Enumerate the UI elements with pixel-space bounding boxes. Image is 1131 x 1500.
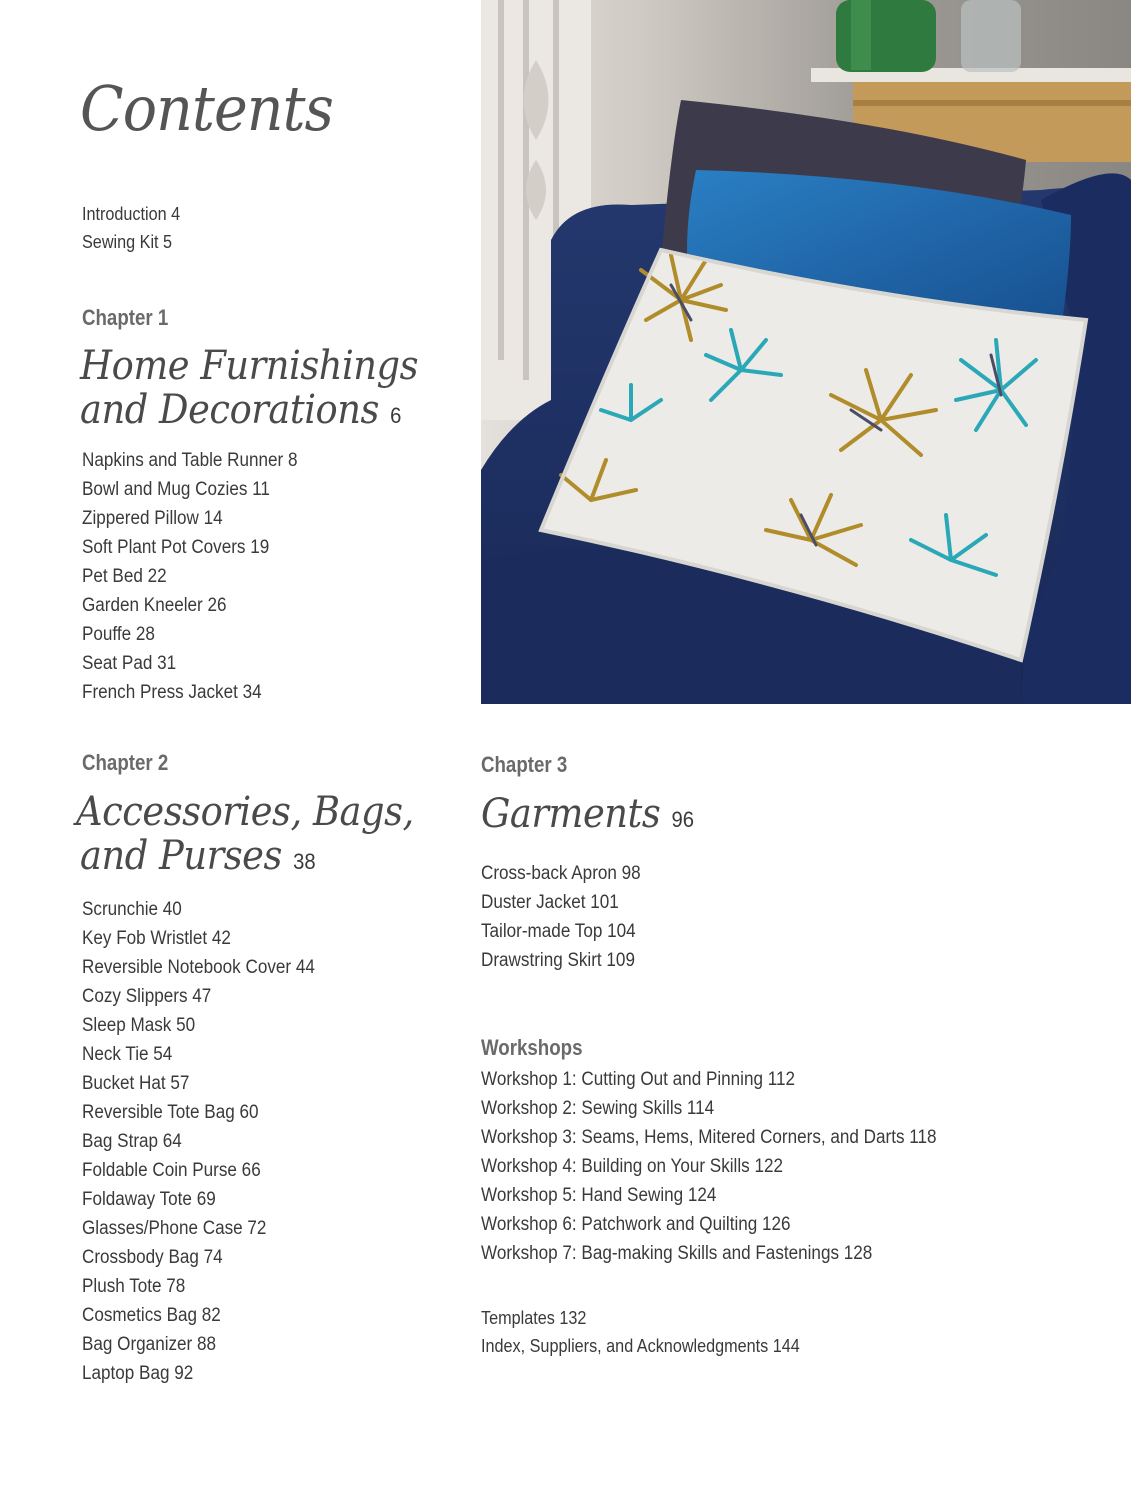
intro-list bbox=[82, 200, 191, 256]
list-item: Workshop 1: Cutting Out and Pinning 112 bbox=[481, 1069, 796, 1090]
list-item: Foldable Coin Purse 66 bbox=[82, 1160, 261, 1181]
list-item: Workshop 7: Bag-making Skills and Fastenings 128 bbox=[481, 1243, 873, 1264]
workshops-label: Workshops bbox=[481, 1035, 583, 1060]
list-item: Workshop 5: Hand Sewing 124 bbox=[481, 1185, 717, 1206]
page-title: Contents bbox=[80, 72, 333, 145]
list-item: Seat Pad 31 bbox=[82, 653, 177, 674]
list-item: Workshop 4: Building on Your Skills 122 bbox=[481, 1156, 783, 1177]
list-item: Introduction 4 bbox=[82, 204, 181, 224]
list-item: Laptop Bag 92 bbox=[82, 1363, 194, 1384]
list-item: French Press Jacket 34 bbox=[82, 682, 262, 703]
list-item: Workshop 3: Seams, Hems, Mitered Corners, and Darts 118 bbox=[481, 1127, 937, 1148]
list-item: Drawstring Skirt 109 bbox=[481, 950, 635, 971]
list-item: Reversible Notebook Cover 44 bbox=[82, 957, 315, 978]
list-item: Glasses/Phone Case 72 bbox=[82, 1218, 267, 1239]
list-item: Cross-back Apron 98 bbox=[481, 863, 641, 884]
chapter-1-label: Chapter 1 bbox=[82, 305, 169, 330]
sofa-cushions-illustration bbox=[481, 0, 1131, 704]
chapter-3-heading bbox=[481, 792, 713, 842]
chapter-1-title-text: and Decorations bbox=[80, 387, 379, 433]
chapter-3-title-text: Garments bbox=[481, 791, 661, 837]
chapter-2-label: Chapter 2 bbox=[82, 750, 169, 775]
list-item: Cozy Slippers 47 bbox=[82, 986, 212, 1007]
workshops-list bbox=[481, 1065, 987, 1268]
list-item: Crossbody Bag 74 bbox=[82, 1247, 223, 1268]
list-item: Workshop 6: Patchwork and Quilting 126 bbox=[481, 1214, 791, 1235]
list-item: Bucket Hat 57 bbox=[82, 1073, 190, 1094]
chapter-3-title-line bbox=[481, 792, 694, 842]
list-item: Tailor-made Top 104 bbox=[481, 921, 636, 942]
list-item: Zippered Pillow 14 bbox=[82, 508, 223, 529]
list-item: Cosmetics Bag 82 bbox=[82, 1305, 221, 1326]
list-item: Duster Jacket 101 bbox=[481, 892, 619, 913]
list-item: Bag Strap 64 bbox=[82, 1131, 182, 1152]
chapter-2-title-line2 bbox=[80, 834, 414, 884]
back-matter-list bbox=[481, 1304, 835, 1360]
list-item: Index, Suppliers, and Acknowledgments 144 bbox=[481, 1336, 800, 1356]
list-item: Key Fob Wristlet 42 bbox=[82, 928, 231, 949]
list-item: Reversible Tote Bag 60 bbox=[82, 1102, 259, 1123]
list-item: Plush Tote 78 bbox=[82, 1276, 186, 1297]
list-item: Scrunchie 40 bbox=[82, 899, 182, 920]
chapter-2-title-line1: Accessories, Bags, bbox=[76, 789, 414, 835]
chapter-1-heading bbox=[80, 344, 447, 438]
list-item: Napkins and Table Runner 8 bbox=[82, 450, 298, 471]
chapter-2-list bbox=[82, 895, 341, 1388]
chapter-1-page: 6 bbox=[390, 403, 402, 428]
chapter-1-title-line2 bbox=[80, 388, 418, 438]
list-item: Bowl and Mug Cozies 11 bbox=[82, 479, 270, 500]
chapter-2-page: 38 bbox=[293, 849, 316, 874]
cover-photo bbox=[481, 0, 1131, 704]
chapter-2-heading bbox=[76, 790, 443, 884]
chapter-3-label: Chapter 3 bbox=[481, 752, 568, 777]
chapter-2-title-text: and Purses bbox=[80, 833, 282, 879]
list-item: Garden Kneeler 26 bbox=[82, 595, 227, 616]
list-item: Sleep Mask 50 bbox=[82, 1015, 196, 1036]
list-item: Soft Plant Pot Covers 19 bbox=[82, 537, 270, 558]
list-item: Templates 132 bbox=[481, 1308, 587, 1328]
list-item: Pouffe 28 bbox=[82, 624, 155, 645]
list-item: Foldaway Tote 69 bbox=[82, 1189, 216, 1210]
list-item: Workshop 2: Sewing Skills 114 bbox=[481, 1098, 715, 1119]
list-item: Neck Tie 54 bbox=[82, 1044, 173, 1065]
list-item: Sewing Kit 5 bbox=[82, 232, 173, 252]
chapter-1-title-line1: Home Furnishings bbox=[80, 343, 419, 389]
list-item: Pet Bed 22 bbox=[82, 566, 167, 587]
chapter-3-list bbox=[481, 859, 658, 975]
chapter-3-page: 96 bbox=[671, 807, 695, 832]
chapter-1-list bbox=[82, 446, 321, 707]
list-item: Bag Organizer 88 bbox=[82, 1334, 217, 1355]
